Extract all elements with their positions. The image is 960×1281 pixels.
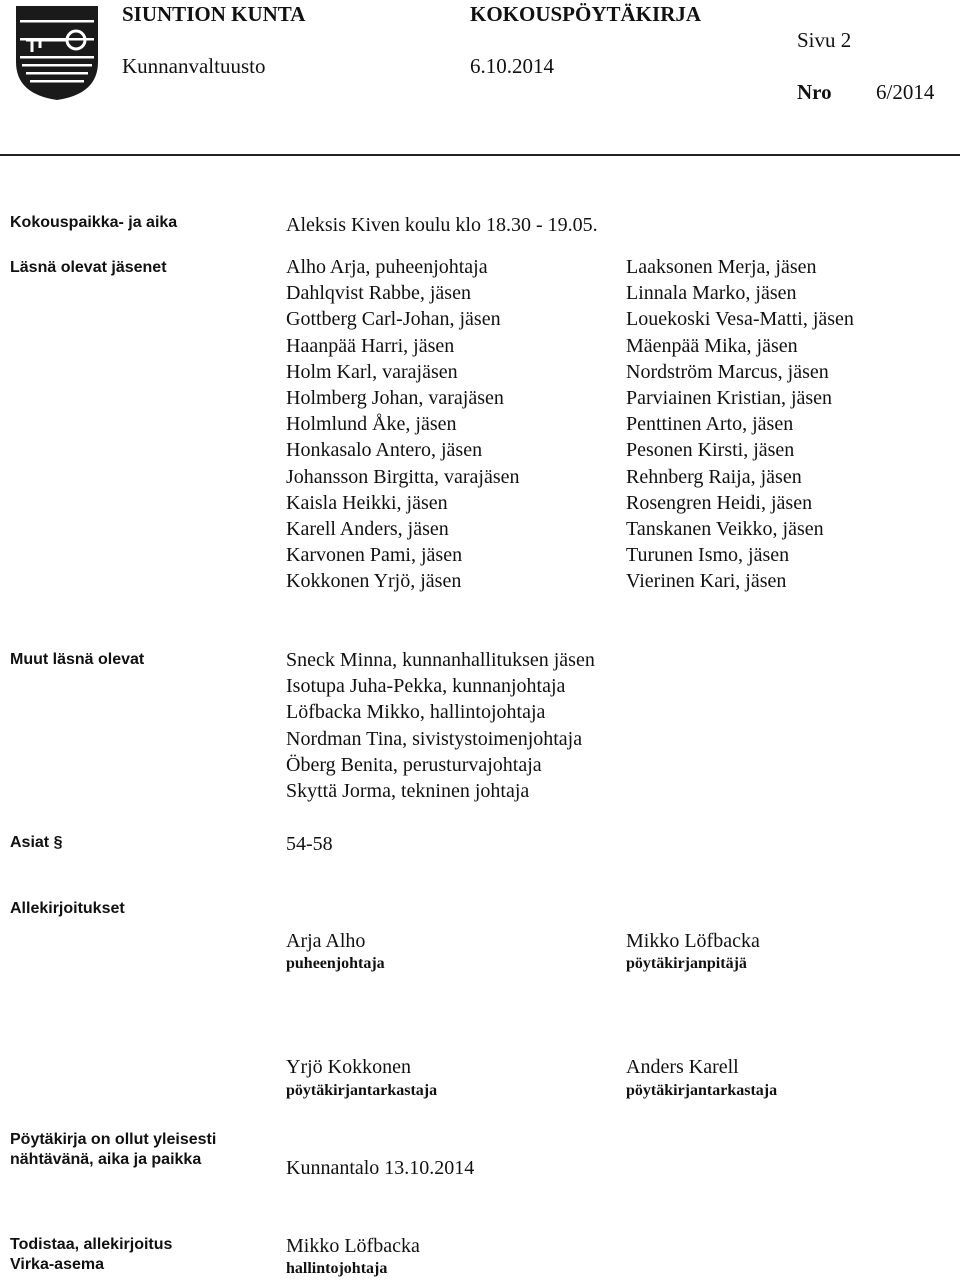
member-entry: Vierinen Kari, jäsen <box>626 570 787 593</box>
other-entry: Isotupa Juha-Pekka, kunnanjohtaja <box>286 675 566 698</box>
member-entry: Holmlund Åke, jäsen <box>286 413 457 436</box>
certify-name: Mikko Löfbacka <box>286 1235 420 1257</box>
member-entry: Turunen Ismo, jäsen <box>626 544 790 567</box>
member-entry: Penttinen Arto, jäsen <box>626 413 794 436</box>
others-list <box>286 647 595 804</box>
meeting-date: 6.10.2014 <box>470 54 554 78</box>
member-entry: Holm Karl, varajäsen <box>286 360 458 383</box>
chair-name: Arja Alho <box>286 930 366 952</box>
place-time-label: Kokouspaikka- ja aika <box>10 214 178 231</box>
chair-role: puheenjohtaja <box>286 955 385 972</box>
members-label: Läsnä olevat jäsenet <box>10 259 167 276</box>
checker2-name: Anders Karell <box>626 1056 739 1078</box>
member-entry: Parviainen Kristian, jäsen <box>626 387 833 410</box>
nro-value: 6/2014 <box>876 80 935 104</box>
place-time-value: Aleksis Kiven koulu klo 18.30 - 19.05. <box>286 214 598 236</box>
secretary-role: pöytäkirjanpitäjä <box>626 955 747 972</box>
signatures-label: Allekirjoitukset <box>10 900 125 917</box>
member-entry: Louekoski Vesa-Matti, jäsen <box>626 308 854 331</box>
certify-label-line1: Todistaa, allekirjoitus <box>10 1236 173 1253</box>
council-body: Kunnanvaltuusto <box>122 54 266 78</box>
member-entry: Tanskanen Veikko, jäsen <box>626 518 824 541</box>
member-entry: Pesonen Kirsti, jäsen <box>626 439 795 462</box>
member-entry: Karell Anders, jäsen <box>286 518 449 541</box>
member-entry: Rehnberg Raija, jäsen <box>626 465 802 488</box>
member-entry: Linnala Marko, jäsen <box>626 282 797 305</box>
member-entry: Kaisla Heikki, jäsen <box>286 491 448 514</box>
member-entry: Holmberg Johan, varajäsen <box>286 387 504 410</box>
coat-of-arms-logo <box>12 2 102 102</box>
member-entry: Mäenpää Mika, jäsen <box>626 334 798 357</box>
member-entry: Johansson Birgitta, varajäsen <box>286 465 520 488</box>
members-left-column <box>286 254 519 595</box>
public-display-label <box>10 1130 216 1170</box>
member-entry: Laaksonen Merja, jäsen <box>626 256 817 278</box>
member-entry: Nordström Marcus, jäsen <box>626 360 829 383</box>
public-display-value: Kunnantalo 13.10.2014 <box>286 1157 475 1179</box>
municipality-name: SIUNTION KUNTA <box>122 2 306 26</box>
other-entry: Öberg Benita, perusturvajohtaja <box>286 753 542 776</box>
header-divider <box>0 154 960 156</box>
other-entry: Sneck Minna, kunnanhallituksen jäsen <box>286 649 595 671</box>
checker1-role: pöytäkirjantarkastaja <box>286 1082 438 1099</box>
nro-label: Nro <box>797 80 832 104</box>
checker2-role: pöytäkirjantarkastaja <box>626 1082 778 1099</box>
public-display-label-line1: Pöytäkirja on ollut yleisesti <box>10 1131 217 1148</box>
other-entry: Löfbacka Mikko, hallintojohtaja <box>286 701 546 724</box>
matters-label: Asiat § <box>10 834 63 851</box>
certify-role: hallintojohtaja <box>286 1260 388 1277</box>
members-right-column <box>626 254 854 595</box>
other-entry: Nordman Tina, sivistystoimenjohtaja <box>286 727 583 750</box>
document-type: KOKOUSPÖYTÄKIRJA <box>470 2 702 26</box>
certify-label <box>10 1235 172 1275</box>
certify-label-line2: Virka-asema <box>10 1256 104 1273</box>
member-entry: Rosengren Heidi, jäsen <box>626 491 813 514</box>
member-entry: Alho Arja, puheenjohtaja <box>286 256 488 278</box>
member-entry: Kokkonen Yrjö, jäsen <box>286 570 462 593</box>
member-entry: Honkasalo Antero, jäsen <box>286 439 483 462</box>
member-entry: Gottberg Carl-Johan, jäsen <box>286 308 501 331</box>
member-entry: Haanpää Harri, jäsen <box>286 334 455 357</box>
checker1-name: Yrjö Kokkonen <box>286 1056 411 1078</box>
other-entry: Skyttä Jorma, tekninen johtaja <box>286 780 530 803</box>
secretary-name: Mikko Löfbacka <box>626 930 760 952</box>
member-entry: Karvonen Pami, jäsen <box>286 544 463 567</box>
page-number: Sivu 2 <box>797 28 852 52</box>
matters-value: 54-58 <box>286 833 333 855</box>
public-display-label-line2: nähtävänä, aika ja paikka <box>10 1151 202 1168</box>
others-label: Muut läsnä olevat <box>10 651 145 668</box>
member-entry: Dahlqvist Rabbe, jäsen <box>286 282 471 305</box>
